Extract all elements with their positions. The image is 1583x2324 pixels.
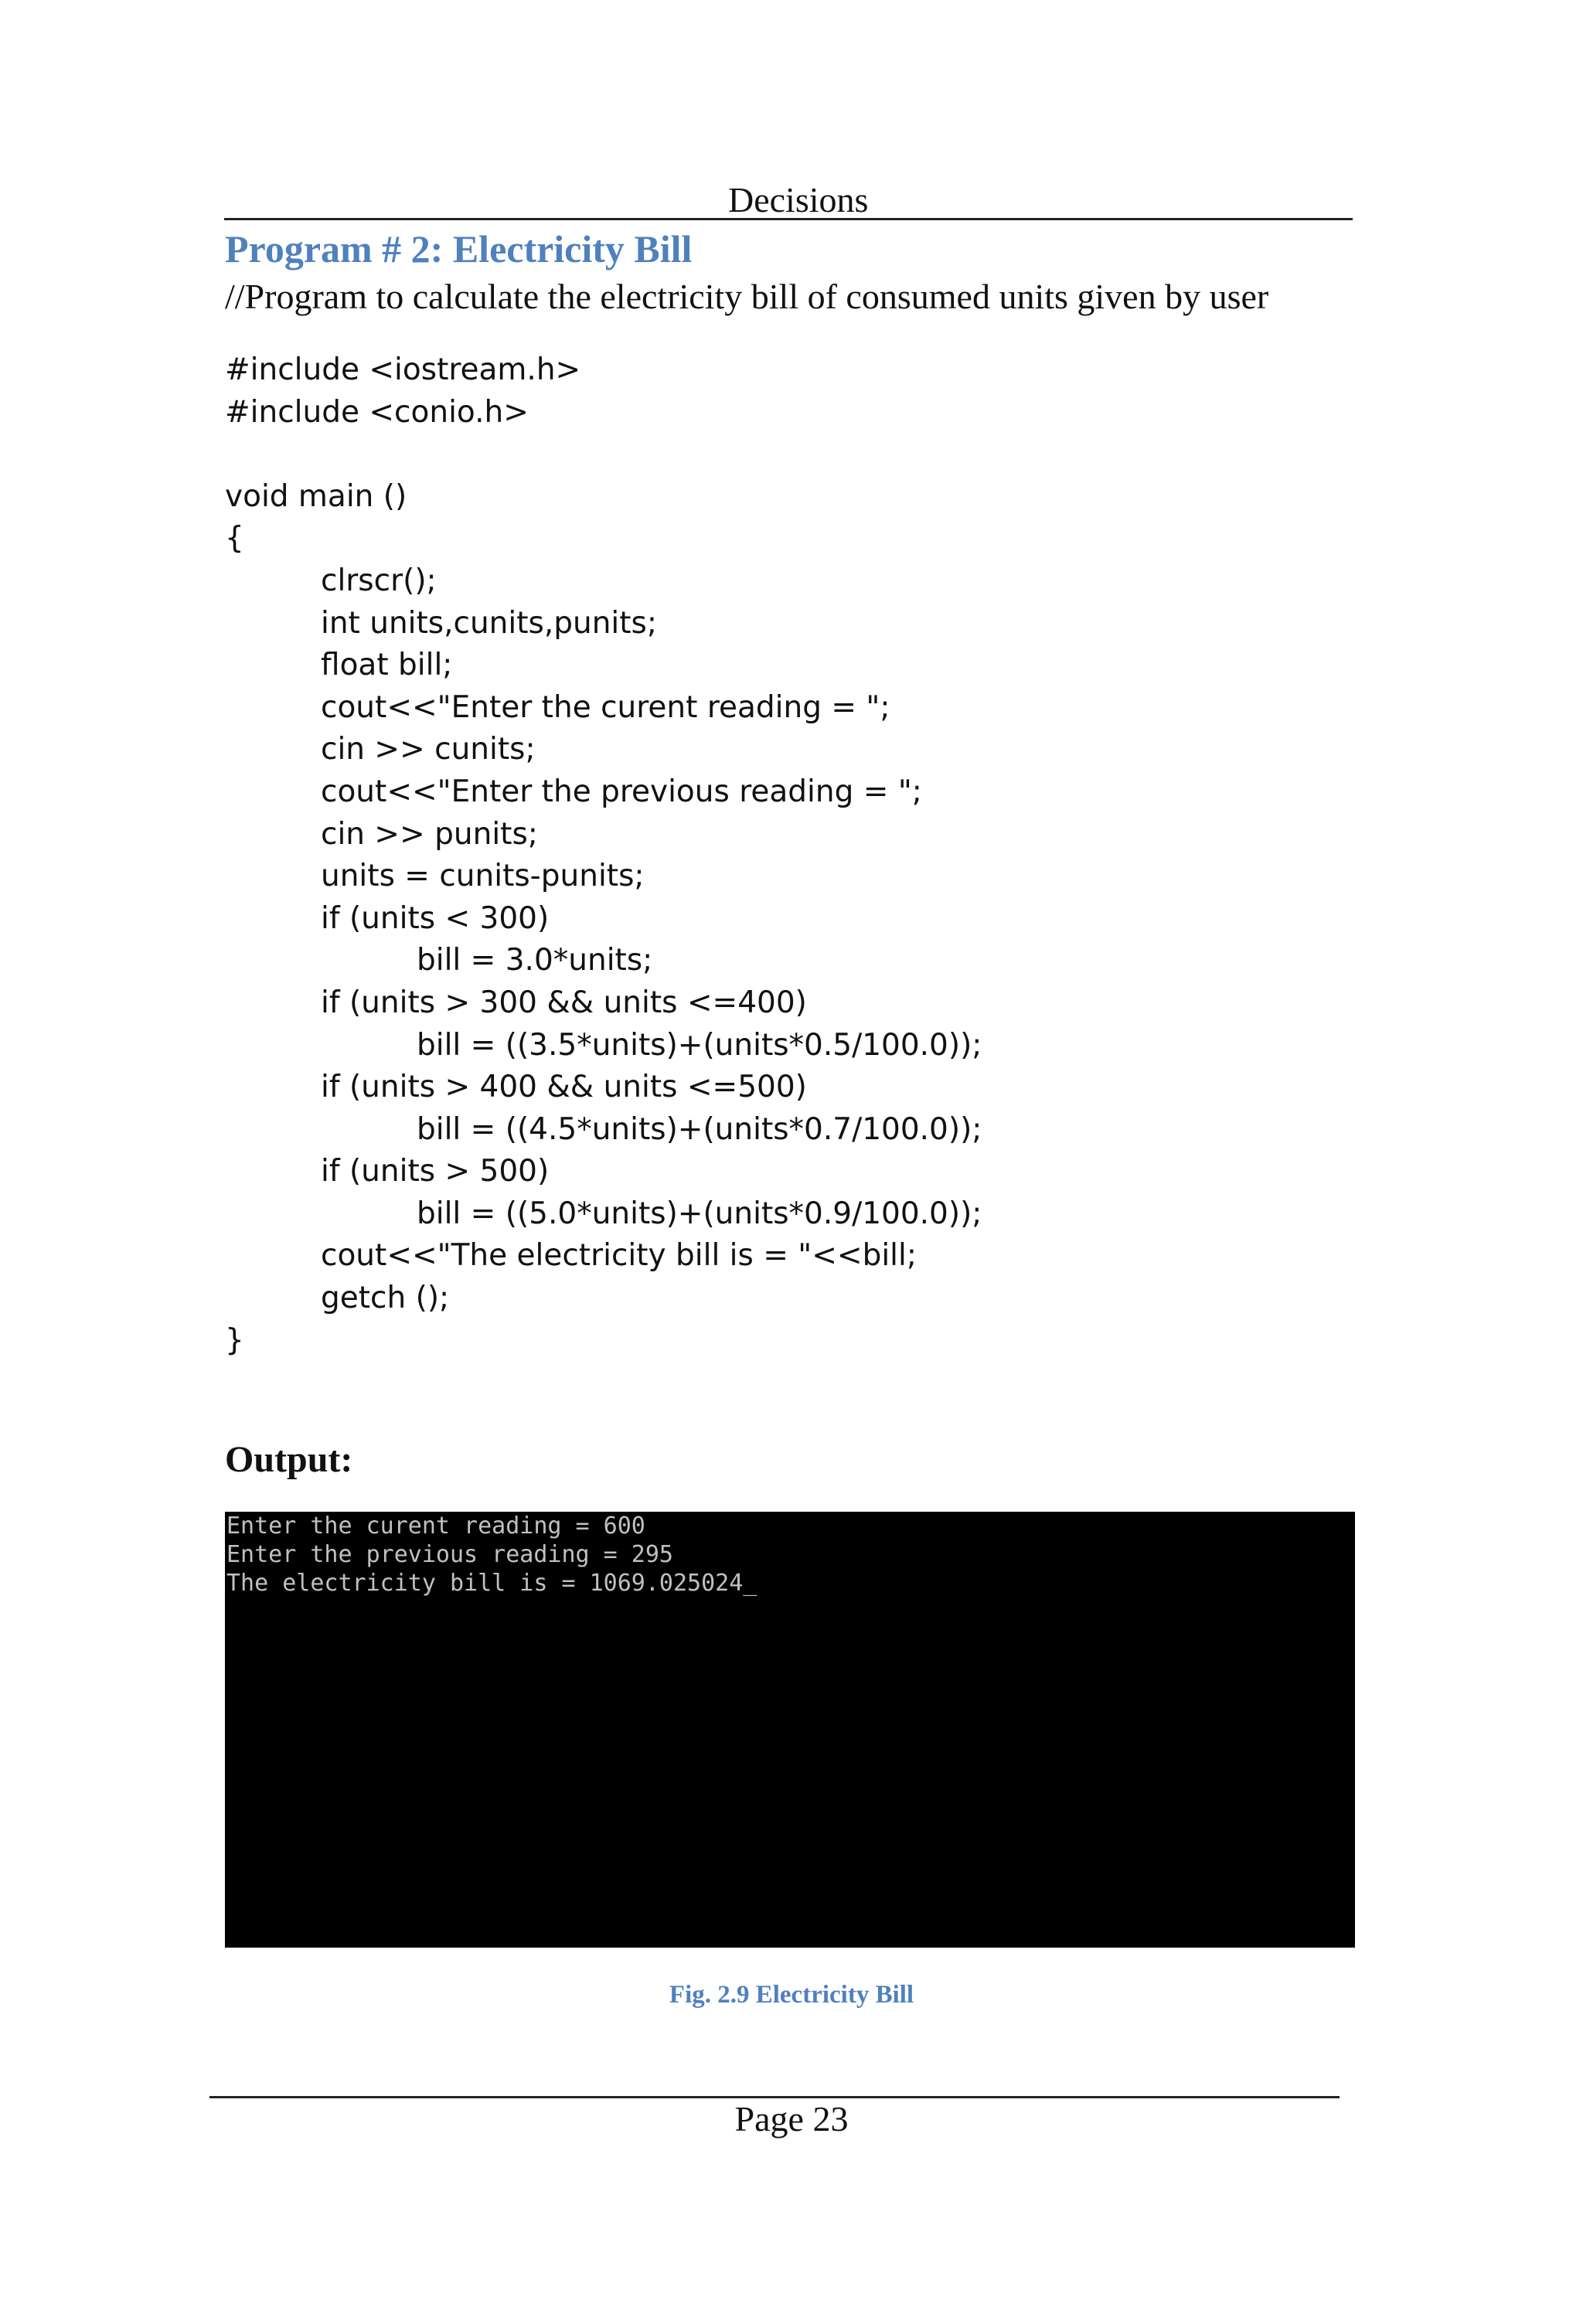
code-line: cout<<"Enter the previous reading = ";	[321, 774, 922, 809]
code-line: int units,cunits,punits;	[321, 605, 658, 641]
output-heading: Output:	[225, 1439, 353, 1480]
figure-caption: Fig. 2.9 Electricity Bill	[669, 1981, 914, 2009]
code-line: cout<<"Enter the curent reading = ";	[321, 689, 890, 725]
code-line	[225, 434, 982, 476]
code-line: {	[225, 521, 244, 556]
program-title: Program # 2: Electricity Bill	[225, 227, 693, 271]
code-line: cout<<"The electricity bill is = "<<bill;	[321, 1238, 917, 1274]
code-line: bill = ((3.5*units)+(units*0.5/100.0));	[417, 1027, 982, 1063]
code-line: void main ()	[225, 478, 407, 514]
code-line: units = cunits-punits;	[321, 859, 645, 894]
code-line: bill = ((5.0*units)+(units*0.9/100.0));	[417, 1196, 982, 1231]
code-line: cin >> cunits;	[321, 732, 536, 767]
code-line: getch ();	[321, 1281, 450, 1316]
code-line: }	[225, 1322, 244, 1358]
code-line: if (units > 500)	[321, 1154, 550, 1189]
code-line: bill = 3.0*units;	[417, 943, 653, 978]
code-line: if (units > 300 && units <=400)	[321, 985, 807, 1020]
page-number: Page 23	[734, 2099, 849, 2139]
code-listing	[225, 349, 982, 1362]
console-line: Enter the previous reading = 295	[226, 1541, 673, 1568]
code-line: float bill;	[321, 648, 453, 683]
running-header-title: Decisions	[728, 180, 869, 219]
console-line: The electricity bill is = 1069.025024_	[226, 1570, 757, 1597]
program-description: //Program to calculate the electricity bill of consumed units given by user	[225, 277, 1269, 316]
code-line: if (units > 400 && units <=500)	[321, 1070, 807, 1105]
code-line: bill = ((4.5*units)+(units*0.7/100.0));	[417, 1111, 982, 1147]
code-line: if (units < 300)	[321, 900, 550, 936]
code-line: cin >> punits;	[321, 816, 538, 852]
code-line: clrscr();	[321, 563, 437, 598]
code-line: #include <iostream.h>	[225, 352, 581, 387]
running-header	[224, 179, 1353, 220]
code-line: #include <conio.h>	[225, 394, 529, 430]
console-output-screenshot	[225, 1512, 1355, 1948]
console-line: Enter the curent reading = 600	[226, 1512, 645, 1540]
